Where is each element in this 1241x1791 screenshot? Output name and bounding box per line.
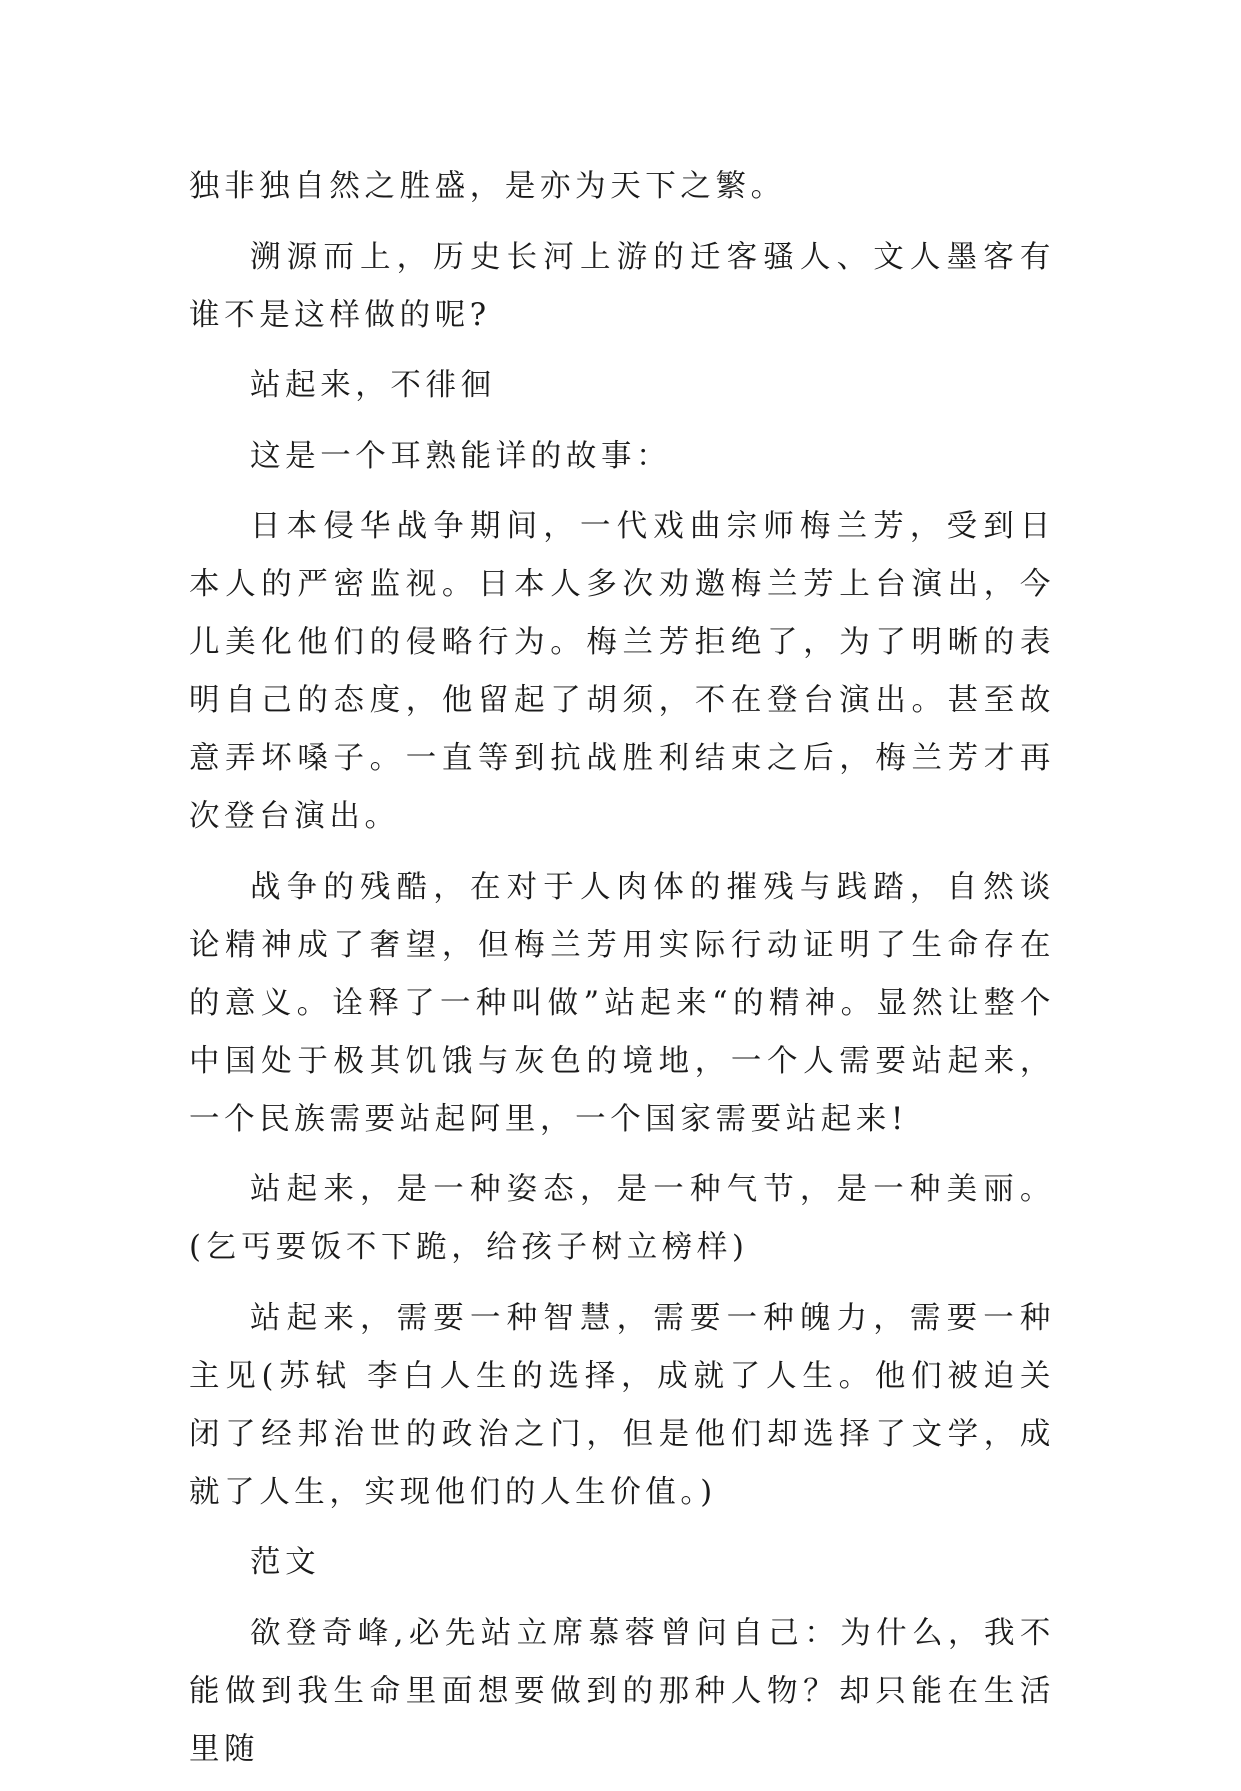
paragraph-7: 站起来，是一种姿态，是一种气节，是一种美丽。(乞丐要饭不下跪，给孩子树立榜样) <box>189 1172 1055 1265</box>
body-text <box>189 158 1055 1791</box>
paragraph-6: 战争的残酷，在对于人肉体的摧残与践踏，自然谈论精神成了奢望，但梅兰芳用实际行动证明了生命存在的意义。诠释了一种叫做”站起来“的精神。显然让整个中国处于极其饥饿与灰色的境地，一个人需要站起来，一个民族需要站起阿里，一个国家需要站起来! <box>189 869 1055 1137</box>
paragraph-1: 独非独自然之胜盛，是亦为天下之繁。 <box>189 169 786 204</box>
paragraph-4: 这是一个耳熟能详的故事： <box>250 438 672 474</box>
paragraph-2: 溯源而上，历史长河上游的迁客骚人、文人墨客有谁不是这样做的呢? <box>189 239 1055 333</box>
section-heading-sample: 范文 <box>250 1545 321 1580</box>
paragraph-5: 日本侵华战争期间，一代戏曲宗师梅兰芳，受到日本人的严密监视。日本人多次劝邀梅兰芳上台演出，今儿美化他们的侵略行为。梅兰芳拒绝了，为了明晰的表明自己的态度，他留起了胡须，不在登台演出。甚至故意弄坏嗓子。一直等到抗战胜利结束之后，梅兰芳才再次登台演出。 <box>189 509 1055 834</box>
paragraph-10: 欲登奇峰,必先站立席慕蓉曾问自己：为什么，我不能做到我生命里面想要做到的那种人物？却只能在生活里随 <box>189 1615 1055 1767</box>
paragraph-8: 站起来，需要一种智慧，需要一种魄力，需要一种主见(苏轼 李白人生的选择，成就了人生。他们被迫关闭了经邦治世的政治之门，但是他们却选择了文学，成就了人生，实现他们的人生价值。) <box>189 1300 1055 1510</box>
section-heading-stand-up: 站起来，不徘徊 <box>250 368 496 403</box>
